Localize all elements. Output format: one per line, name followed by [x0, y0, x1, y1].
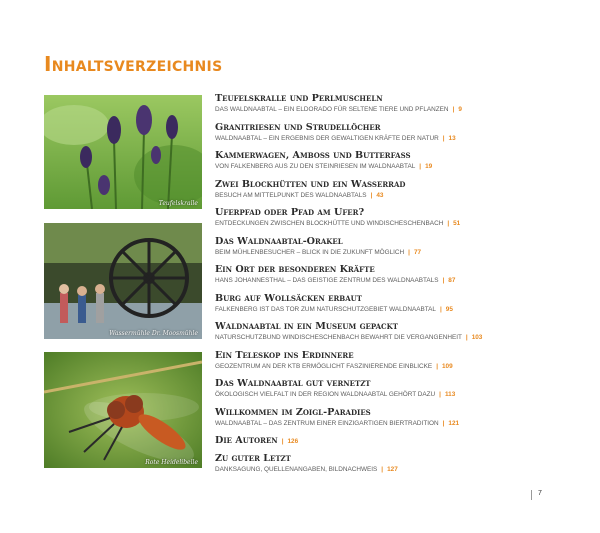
page-number: 7: [538, 490, 542, 497]
toc-subtitle: FALKENBERG IST DAS TOR ZUM NATURSCHUTZGEBIET WALDNAABTAL: [215, 305, 436, 313]
toc-entry[interactable]: Das Waldnaabtal gut vernetzt ÖKOLOGISCH VIELFALT IN DER REGION WALDNAABTAL GEHÖRT DAZU | 113: [215, 378, 585, 407]
toc-subtitle: ÖKOLOGISCH VIELFALT IN DER REGION WALDNAABTAL GEHÖRT DAZU: [215, 391, 436, 398]
toc-title: Das Waldnaabtal gut vernetzt: [215, 378, 371, 389]
toc-entry[interactable]: Ein Teleskop ins Erdinnere GEOZENTRUM AN DER KTB ERMÖGLICHT FASZINIERENDE EINBLICKE | 109: [215, 350, 585, 379]
toc-page-number: 95: [445, 305, 453, 313]
toc-page-number: 103: [471, 334, 483, 341]
toc-entry[interactable]: [215, 435, 585, 453]
toc-page-number: 19: [425, 163, 433, 170]
toc-title: Ein Ort der besonderen Kräfte: [215, 264, 375, 275]
photo-teufelskralle: [44, 95, 202, 209]
toc-subtitle: GEOZENTRUM AN DER KTB ERMÖGLICHT FASZINIERENDE EINBLICKE: [215, 362, 433, 370]
photo-caption: Teufelskralle: [158, 200, 198, 207]
toc-entry[interactable]: Burg auf Wollsäcken erbaut FALKENBERG IST DAS TOR ZUM NATURSCHUTZGEBIET WALDNAABTAL | 95: [215, 293, 585, 322]
toc-title: Kammerwagen, Amboss und Butterfass: [215, 150, 411, 161]
toc-entry[interactable]: Waldnaabtal in ein Museum gepackt NATURSCHUTZBUND WINDISCHESCHENBACH BEWAHRT DIE VERGANGENHEIT | 103: [215, 321, 585, 350]
table-of-contents: [215, 93, 585, 482]
photo-heidelibelle: [44, 352, 202, 468]
toc-title: Das Waldnaabtal-Orakel: [215, 235, 343, 247]
toc-entry[interactable]: Ein Ort der besonderen Kräfte HANS JOHANNESTHAL – DAS GEISTIGE ZENTRUM DES WALDNAABTALS | 87: [215, 264, 585, 293]
toc-title: Zu guter Letzt: [215, 453, 291, 464]
toc-title: Teufelskralle und Perlmuscheln: [215, 93, 383, 104]
watermill-image: [44, 223, 202, 339]
toc-subtitle: VON FALKENBERG AUS ZU DEN STEINRIESEN IM WALDNAABTAL: [215, 163, 416, 170]
toc-entry[interactable]: Granitriesen und Strudellöcher WALDNAABTAL – EIN ERGEBNIS DER GEWALTIGEN KRÄFTE DER NATUR | 13: [215, 122, 585, 151]
toc-title: Ein Teleskop ins Erdinnere: [215, 349, 354, 361]
toc-entry[interactable]: Kammerwagen, Amboss und Butterfass VON FALKENBERG AUS ZU DEN STEINRIESEN IM WALDNAABTAL | 19: [215, 150, 585, 179]
toc-title: Die Autoren | 126: [215, 435, 299, 446]
toc-entry[interactable]: Zwei Blockhütten und ein Wasserrad BESUCH AM MITTELPUNKT DES WALDNAABTALS | 43: [215, 179, 585, 208]
toc-page-number: 87: [448, 277, 456, 284]
toc-subtitle: WALDNAABTAL – DAS ZENTRUM EINER EINZIGARTIGEN BIERTRADITION: [215, 419, 439, 427]
toc-subtitle: NATURSCHUTZBUND WINDISCHESCHENBACH BEWAHRT DIE VERGANGENHEIT: [215, 334, 462, 341]
toc-page-number: 126: [287, 438, 299, 445]
toc-title: Zwei Blockhütten und ein Wasserrad: [215, 178, 406, 190]
toc-entry[interactable]: Zu guter Letzt DANKSAGUNG, QUELLENANGABEN, BILDNACHWEIS | 127: [215, 453, 585, 482]
toc-page-number: 121: [448, 419, 460, 427]
toc-subtitle: DAS WALDNAABTAL – EIN ELDORADO FÜR SELTENE TIERE UND PFLANZEN: [215, 106, 449, 113]
toc-subtitle: WALDNAABTAL – EIN ERGEBNIS DER GEWALTIGEN KRÄFTE DER NATUR: [215, 134, 439, 142]
toc-page-number: 51: [453, 220, 461, 227]
toc-entry[interactable]: Das Waldnaabtal-Orakel BEIM MÜHLENBESUCHER – BLICK IN DIE ZUKUNFT MÖGLICH | 77: [215, 236, 585, 265]
toc-title: Granitriesen und Strudellöcher: [215, 121, 381, 133]
flower-image: [44, 95, 202, 209]
toc-page-number: 127: [387, 466, 398, 473]
toc-title: Burg auf Wollsäcken erbaut: [215, 292, 362, 304]
toc-subtitle: HANS JOHANNESTHAL – DAS GEISTIGE ZENTRUM DES WALDNAABTALS: [215, 277, 439, 284]
toc-entry[interactable]: Teufelskralle und Perlmuscheln DAS WALDNAABTAL – EIN ELDORADO FÜR SELTENE TIERE UND PFLANZEN | 9: [215, 93, 585, 122]
toc-subtitle: DANKSAGUNG, QUELLENANGABEN, BILDNACHWEIS: [215, 466, 378, 473]
photo-wassermuehle: [44, 223, 202, 339]
toc-title: Waldnaabtal in ein Museum gepackt: [215, 321, 398, 332]
toc-title: Uferpfad oder Pfad am Ufer?: [215, 207, 365, 218]
dragonfly-image: [44, 352, 202, 468]
toc-entry[interactable]: Uferpfad oder Pfad am Ufer? ENTDECKUNGEN ZWISCHEN BLOCKHÜTTE UND WINDISCHESCHENBACH | 51: [215, 207, 585, 236]
page-title: Inhaltsverzeichnis: [44, 52, 223, 76]
folio-divider: [531, 490, 532, 500]
toc-page-number: 13: [448, 134, 456, 142]
photo-caption: Rote Heidelibelle: [145, 459, 198, 466]
toc-page-number: 109: [442, 362, 453, 370]
photo-caption: Wassermühle Dr. Moosmühle: [109, 330, 198, 337]
toc-page-number: 9: [458, 106, 462, 113]
toc-subtitle: BESUCH AM MITTELPUNKT DES WALDNAABTALS: [215, 191, 367, 199]
toc-entry[interactable]: Willkommen im Zoigl-Paradies WALDNAABTAL – DAS ZENTRUM EINER EINZIGARTIGEN BIERTRADITION | 121: [215, 407, 585, 436]
toc-title: Willkommen im Zoigl-Paradies: [215, 406, 371, 418]
toc-subtitle: ENTDECKUNGEN ZWISCHEN BLOCKHÜTTE UND WINDISCHESCHENBACH: [215, 220, 444, 227]
toc-subtitle: BEIM MÜHLENBESUCHER – BLICK IN DIE ZUKUNFT MÖGLICH: [215, 248, 405, 256]
toc-page-number: 113: [444, 391, 456, 398]
toc-page-number: 77: [413, 248, 422, 256]
toc-page-number: 43: [376, 191, 384, 199]
